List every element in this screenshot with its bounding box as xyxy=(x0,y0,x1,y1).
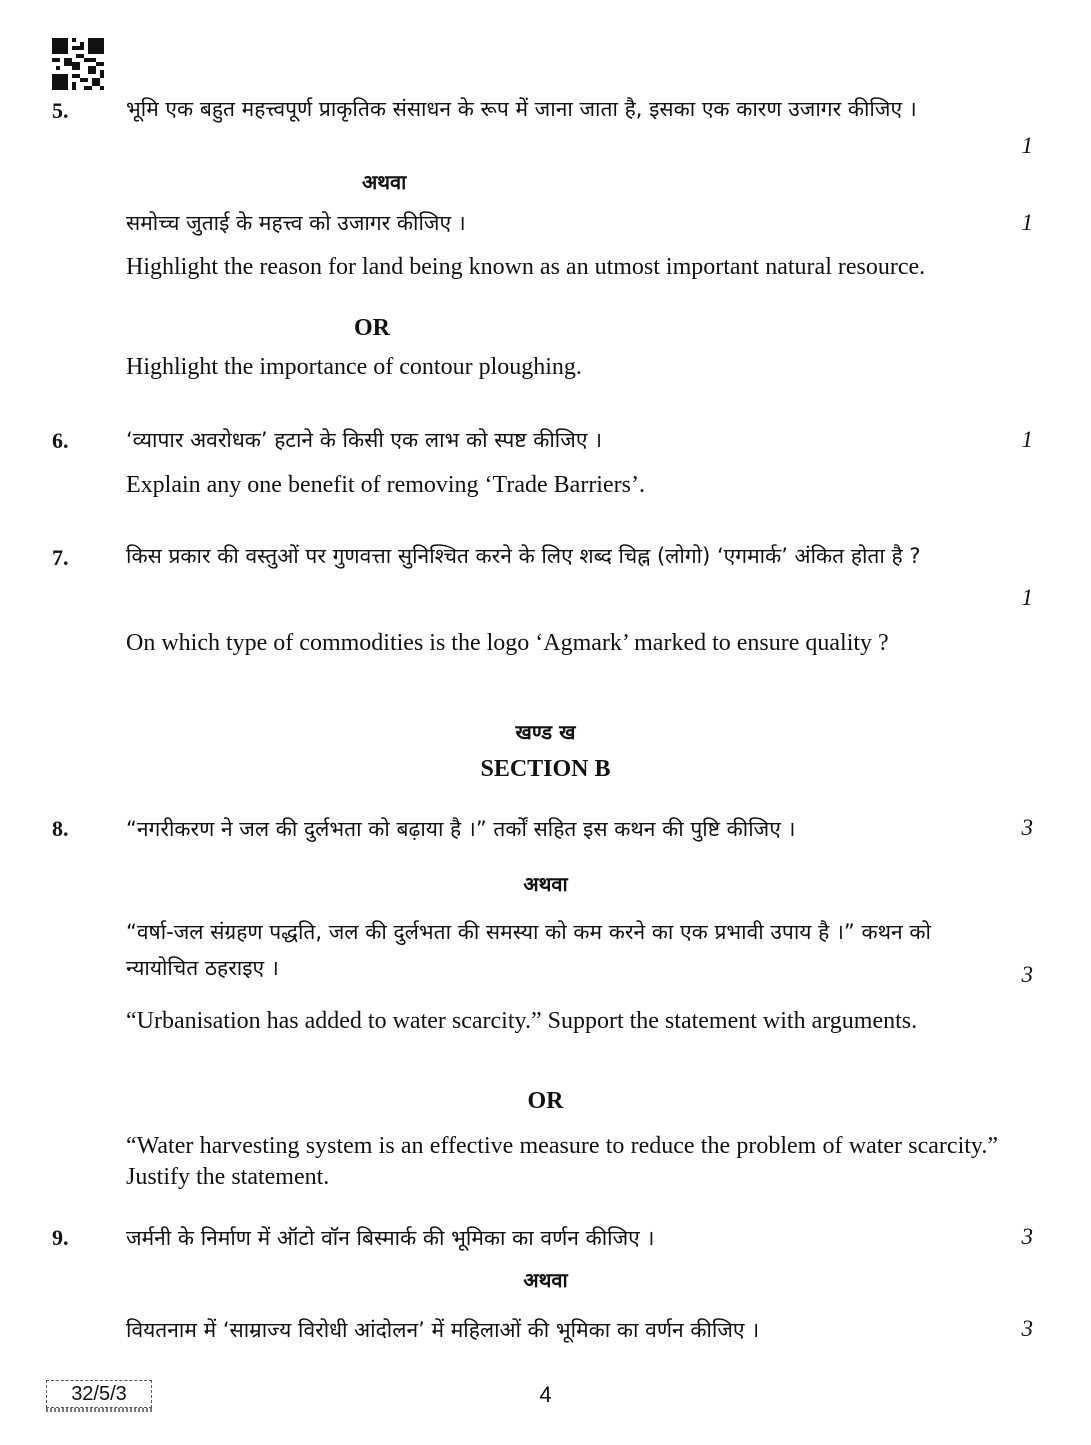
question-5-english: Highlight the reason for land being known as an utmost important natural resource. xyxy=(126,254,926,280)
question-6-english: Explain any one benefit of removing ‘Trade Barriers’. xyxy=(126,472,645,498)
question-number: 9. xyxy=(52,1225,69,1250)
question-5-english-alt: Highlight the importance of contour ploughing. xyxy=(126,354,582,380)
question-8-hindi: “नगरीकरण ने जल की दुर्लभता को बढ़ाया है ।” तर्कों सहित इस कथन की पुष्टि कीजिए । xyxy=(126,817,796,841)
page-number: 4 xyxy=(539,1382,552,1407)
question-7-hindi-marks: 1 xyxy=(1021,585,1033,610)
question-5-hindi-or: अथवा xyxy=(362,170,407,194)
question-8-hindi-alt-marks: 3 xyxy=(1021,962,1033,987)
question-9-hindi-or: अथवा xyxy=(523,1268,568,1292)
question-6-hindi: ‘व्यापार अवरोधक’ हटाने के किसी एक लाभ को स्पष्ट कीजिए । xyxy=(126,428,603,452)
question-9-hindi: जर्मनी के निर्माण में ऑटो वॉन बिस्मार्क की भूमिका का वर्णन कीजिए । xyxy=(126,1226,655,1250)
section-title-hindi: खण्ड ख xyxy=(515,720,576,744)
question-5-hindi-alt: समोच्च जुताई के महत्त्व को उजागर कीजिए । xyxy=(126,211,466,235)
question-9-hindi-alt: वियतनाम में ‘साम्राज्य विरोधी आंदोलन’ में महिलाओं की भूमिका का वर्णन कीजिए । xyxy=(126,1318,760,1342)
qr-code-icon xyxy=(52,38,104,90)
question-9-hindi-marks: 3 xyxy=(1021,1224,1033,1249)
question-7-hindi: किस प्रकार की वस्तुओं पर गुणवत्ता सुनिश्चित करने के लिए शब्द चिह्न (लोगो) ‘एगमार्क’ अंकित होता है ? xyxy=(126,544,921,568)
question-8-english-or: OR xyxy=(527,1088,564,1114)
question-8-english: “Urbanisation has added to water scarcity.” Support the statement with arguments. xyxy=(126,1008,918,1034)
question-number: 5. xyxy=(52,98,69,123)
question-8-hindi-marks: 3 xyxy=(1021,815,1033,840)
paper-code-underline xyxy=(46,1408,152,1412)
section-title-english: SECTION B xyxy=(480,756,611,782)
question-8-english-alt: “Water harvesting system is an effective measure to reduce the problem of water scarcity.” Justify the statement. xyxy=(126,1133,998,1190)
question-number: 7. xyxy=(52,545,69,570)
question-number: 8. xyxy=(52,816,69,841)
question-number: 6. xyxy=(52,428,69,453)
question-9-hindi-alt-marks: 3 xyxy=(1021,1316,1033,1341)
question-6-hindi-marks: 1 xyxy=(1021,427,1033,452)
question-5-hindi-marks: 1 xyxy=(1021,133,1033,158)
question-8-hindi-alt: “वर्षा-जल संग्रहण पद्धति, जल की दुर्लभता की समस्या को कम करने का एक प्रभावी उपाय है ।” कथन को न्यायोचित ठहराइए । xyxy=(126,920,931,980)
question-7-english: On which type of commodities is the logo ‘Agmark’ marked to ensure quality ? xyxy=(126,630,889,656)
question-5-hindi-alt-marks: 1 xyxy=(1021,210,1033,235)
question-5-english-or: OR xyxy=(354,315,390,341)
question-8-hindi-or: अथवा xyxy=(523,872,568,896)
paper-code: 32/5/3 xyxy=(46,1380,152,1408)
question-5-hindi: भूमि एक बहुत महत्त्वपूर्ण प्राकृतिक संसाधन के रूप में जाना जाता है, इसका एक कारण उजागर कीजिए । xyxy=(126,97,917,121)
